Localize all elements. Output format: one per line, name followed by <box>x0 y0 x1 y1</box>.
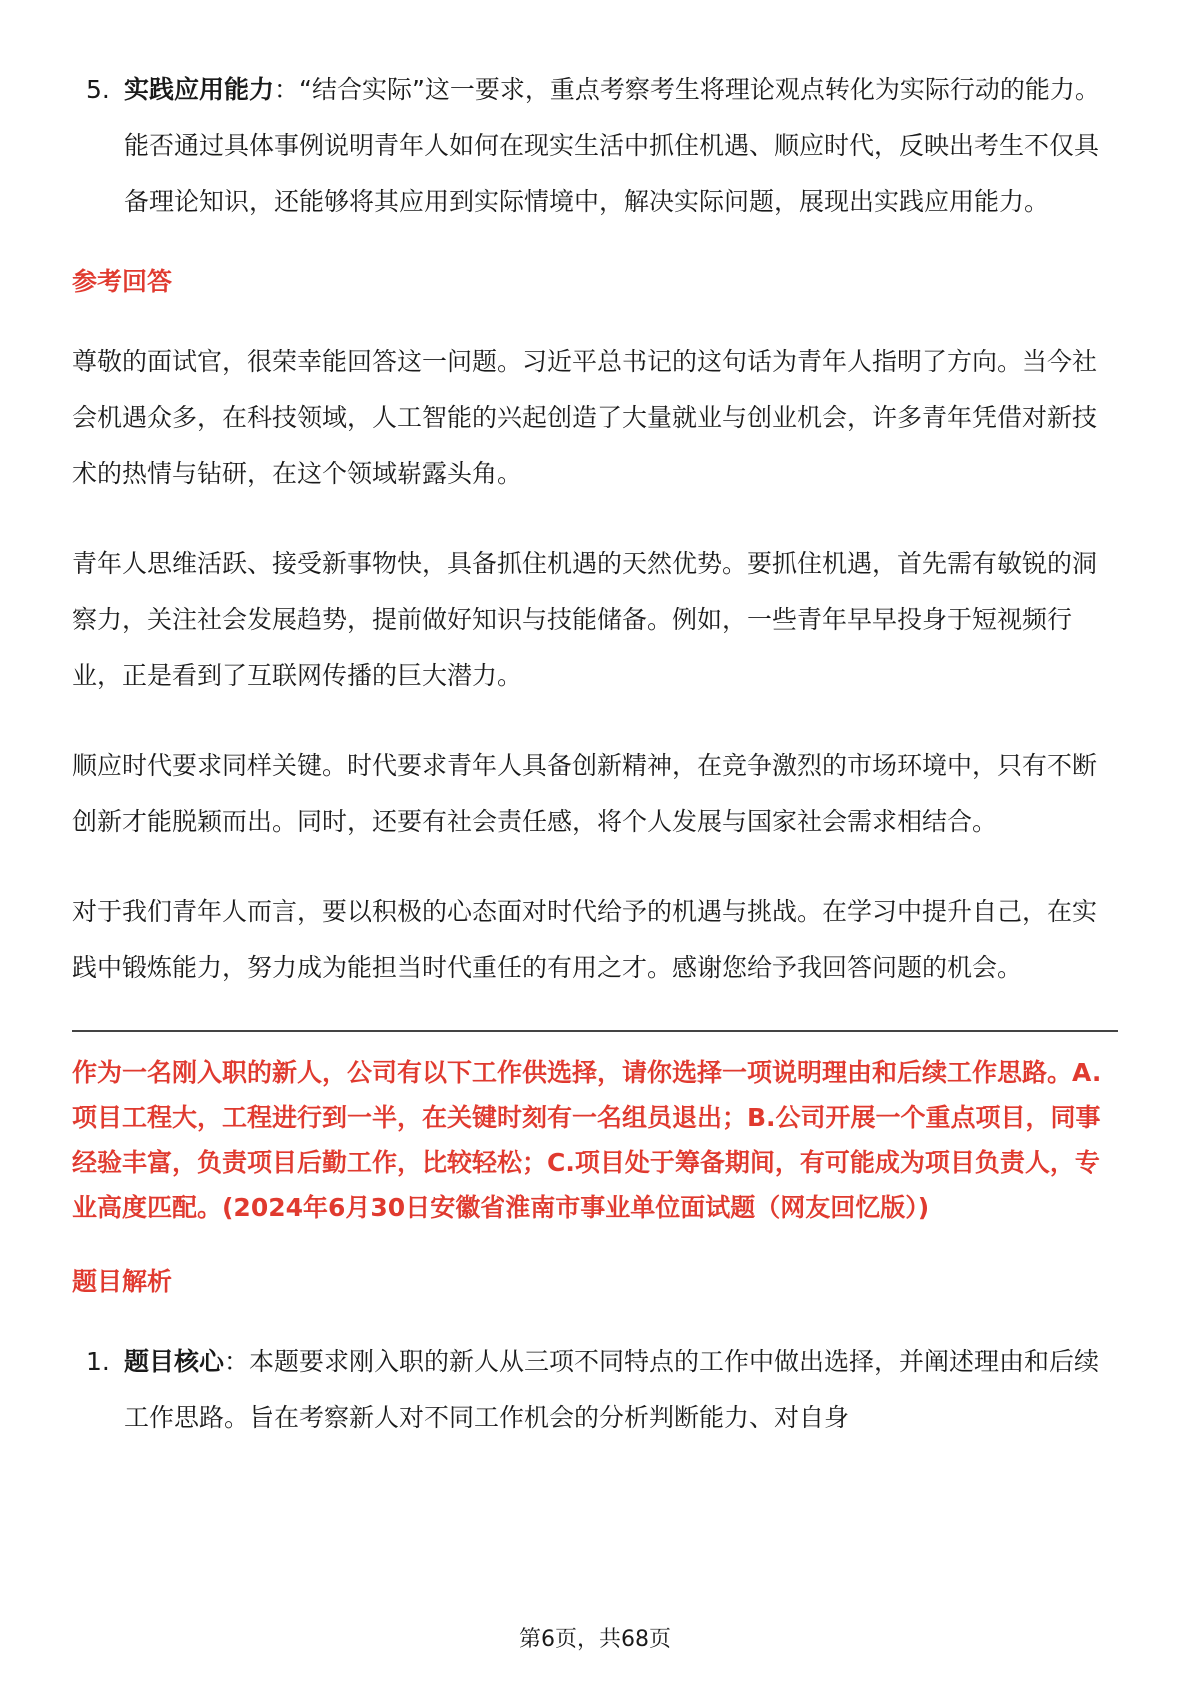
answer-paragraph-3: 顺应时代要求同样关键。时代要求青年人具备创新精神，在竞争激烈的市场环境中，只有不断创新才能脱颖而出。同时，还要有社会责任感，将个人发展与国家社会需求相结合。 <box>72 751 1098 836</box>
list-item-text: “结合实际”这一要求，重点考察考生将理论观点转化为实际行动的能力。能否通过具体事例说明青年人如何在现实生活中抓住机遇、顺应时代，反映出考生不仅具备理论知识，还能够将其应用到实际情境中，解决实际问题，展现出实践应用能力。 <box>124 75 1100 216</box>
list-number: 5. <box>86 75 110 104</box>
list-item-colon: ： <box>274 75 300 104</box>
list-item-practical-ability <box>72 62 1118 230</box>
answer-paragraph-2: 青年人思维活跃、接受新事物快，具备抓住机遇的天然优势。要抓住机遇，首先需有敏锐的洞察力，关注社会发展趋势，提前做好知识与技能储备。例如，一些青年早早投身于短视频行业，正是看到了互联网传播的巨大潜力。 <box>72 549 1098 690</box>
analysis-heading: 题目解析 <box>72 1267 173 1296</box>
list-item-colon: ： <box>224 1347 250 1376</box>
reference-answer-heading: 参考回答 <box>72 267 173 296</box>
list-item-title: 实践应用能力 <box>124 75 275 104</box>
list-item-body <box>124 1334 1118 1446</box>
answer-paragraph-1: 尊敬的面试官，很荣幸能回答这一问题。习近平总书记的这句话为青年人指明了方向。当今社会机遇众多，在科技领域，人工智能的兴起创造了大量就业与创业机会，许多青年凭借对新技术的热情与钻研，在这个领域崭露头角。 <box>72 347 1098 488</box>
list-item-text: 本题要求刚入职的新人从三项不同特点的工作中做出选择，并阐述理由和后续工作思路。旨在考察新人对不同工作机会的分析判断能力、对自身 <box>124 1347 1100 1432</box>
page-content <box>72 62 1118 1446</box>
list-item-body <box>124 62 1118 230</box>
section-divider <box>72 1030 1118 1032</box>
page-footer: 第6页，共68页 <box>519 1627 671 1652</box>
list-number: 1. <box>86 1347 110 1376</box>
interview-question: 作为一名刚入职的新人，公司有以下工作供选择，请你选择一项说明理由和后续工作思路。A.项目工程大，工程进行到一半，在关键时刻有一名组员退出；B.公司开展一个重点项目，同事经验丰富，负责项目后勤工作，比较轻松；C.项目处于筹备期间，有可能成为项目负责人，专业高度匹配。(2024年6月30日安徽省淮南市事业单位面试题（网友回忆版）) <box>72 1058 1102 1222</box>
answer-paragraph-4: 对于我们青年人而言，要以积极的心态面对时代给予的机遇与挑战。在学习中提升自己，在实践中锻炼能力，努力成为能担当时代重任的有用之才。感谢您给予我回答问题的机会。 <box>72 897 1098 982</box>
list-item-question-core <box>72 1334 1118 1446</box>
list-item-title: 题目核心 <box>124 1347 225 1376</box>
